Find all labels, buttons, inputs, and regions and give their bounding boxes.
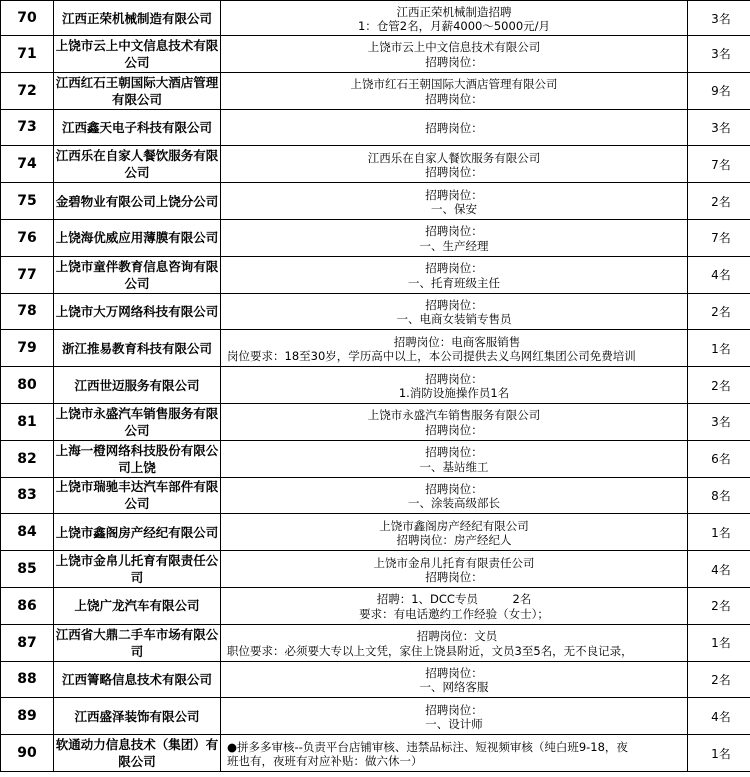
job-description [221, 36, 688, 73]
description-line: 一、生产经理 [419, 238, 489, 253]
headcount: 7名 [688, 219, 750, 256]
headcount: 1名 [688, 735, 750, 772]
table-row [1, 661, 750, 698]
company-name: 江西乐在自家人餐饮服务有限公司 [54, 146, 221, 183]
description-line: 招聘：1、DCC专员 2名 [376, 592, 532, 607]
job-description [221, 587, 688, 624]
headcount: 4名 [688, 256, 750, 293]
company-name: 软通动力信息技术（集团）有限公司 [54, 735, 221, 772]
job-description [221, 330, 688, 367]
row-number: 75 [1, 183, 54, 220]
job-description [221, 293, 688, 330]
description-line: 要求：有电话邀约工作经验（女士）； [359, 606, 549, 621]
description-line: 一、设计师 [425, 717, 483, 732]
company-name: 上饶海优威应用薄膜有限公司 [54, 219, 221, 256]
headcount: 2名 [688, 183, 750, 220]
company-name: 上海一橙网络科技股份有限公司上饶 [54, 440, 221, 477]
headcount: 6名 [688, 440, 750, 477]
company-name: 上饶市大万网络科技有限公司 [54, 293, 221, 330]
table-row [1, 367, 750, 404]
company-name: 上饶广龙汽车有限公司 [54, 587, 221, 624]
job-description [221, 256, 688, 293]
description-line: 职位要求：必须要大专以上文凭，家住上饶县附近，文员3至5名，无不良记录， [227, 643, 633, 658]
description-line: 招聘岗位： [425, 121, 483, 136]
table-row [1, 72, 750, 109]
job-description [221, 146, 688, 183]
job-description [221, 624, 688, 661]
description-line: 一、保安 [431, 202, 477, 217]
description-line: 招聘岗位： [425, 422, 483, 437]
description-line: 1.消防设施操作员1名 [398, 386, 510, 401]
headcount: 3名 [688, 1, 750, 36]
headcount: 4名 [688, 698, 750, 735]
job-description [221, 367, 688, 404]
description-line: 招聘岗位： [425, 91, 483, 106]
headcount: 2名 [688, 587, 750, 624]
description-line: 一、涂装高级部长 [408, 496, 500, 511]
description-line: 上饶市永盛汽车销售服务有限公司 [367, 408, 541, 423]
job-description [221, 514, 688, 551]
table-row [1, 183, 750, 220]
headcount: 2名 [688, 293, 750, 330]
row-number: 83 [1, 477, 54, 514]
table-row [1, 403, 750, 440]
description-line: 招聘岗位： [425, 481, 483, 496]
row-number: 80 [1, 367, 54, 404]
table-row [1, 293, 750, 330]
description-line: 招聘岗位：电商客服销售 [393, 334, 521, 349]
row-number: 89 [1, 698, 54, 735]
company-name: 上饶市童伴教育信息咨询有限公司 [54, 256, 221, 293]
job-description [221, 403, 688, 440]
description-line: 招聘岗位： [425, 165, 483, 180]
row-number: 82 [1, 440, 54, 477]
row-number: 77 [1, 256, 54, 293]
row-number: 90 [1, 735, 54, 772]
company-name: 江西盛泽装饰有限公司 [54, 698, 221, 735]
description-line: 江西正荣机械制造招聘 [396, 4, 512, 19]
company-name: 江西正荣机械制造有限公司 [54, 1, 221, 36]
description-line: 一、基站维工 [419, 459, 489, 474]
table-row [1, 219, 750, 256]
row-number: 74 [1, 146, 54, 183]
headcount: 3名 [688, 36, 750, 73]
description-line: ●拼多多审核--负责平台店铺审核、违禁品标注、短视频审核（纯白班9-18，夜 [227, 739, 628, 754]
headcount: 2名 [688, 367, 750, 404]
company-name: 江西省大鼎二手车市场有限公司 [54, 624, 221, 661]
job-description [221, 661, 688, 698]
company-name: 江西箐略信息技术有限公司 [54, 661, 221, 698]
description-line: 招聘岗位： [425, 54, 483, 69]
table-row [1, 698, 750, 735]
table-row [1, 514, 750, 551]
row-number: 79 [1, 330, 54, 367]
table-row [1, 36, 750, 73]
table-row [1, 587, 750, 624]
description-line: 招聘岗位： [425, 224, 483, 239]
table-row [1, 256, 750, 293]
row-number: 81 [1, 403, 54, 440]
description-line: 招聘岗位： [425, 261, 483, 276]
description-line: 江西乐在自家人餐饮服务有限公司 [367, 150, 541, 165]
description-line: 班也有，夜班有对应补贴：做六休一） [227, 754, 423, 769]
description-line: 招聘岗位： [425, 445, 483, 460]
headcount: 7名 [688, 146, 750, 183]
job-description [221, 109, 688, 146]
table-row [1, 1, 750, 36]
table-row [1, 109, 750, 146]
row-number: 71 [1, 36, 54, 73]
job-description [221, 440, 688, 477]
job-description [221, 551, 688, 588]
headcount: 2名 [688, 661, 750, 698]
job-description [221, 183, 688, 220]
description-line: 招聘岗位： [425, 297, 483, 312]
description-line: 上饶市鑫阁房产经纪有限公司 [379, 518, 529, 533]
description-line: 招聘岗位： [425, 371, 483, 386]
headcount: 8名 [688, 477, 750, 514]
job-description [221, 698, 688, 735]
description-line: 招聘岗位： [425, 570, 483, 585]
company-name: 上饶市鑫阁房产经纪有限公司 [54, 514, 221, 551]
company-name: 浙江推易教育科技有限公司 [54, 330, 221, 367]
company-name: 上饶市瑞驰丰达汽车部件有限公司 [54, 477, 221, 514]
description-line: 上饶市金帛儿托育有限责任公司 [373, 555, 535, 570]
headcount: 1名 [688, 330, 750, 367]
row-number: 88 [1, 661, 54, 698]
table-row [1, 440, 750, 477]
table-row [1, 735, 750, 772]
description-line: 招聘岗位：房产经纪人 [396, 533, 512, 548]
description-line: 上饶市红石王朝国际大酒店管理有限公司 [350, 77, 558, 92]
table-row [1, 330, 750, 367]
row-number: 72 [1, 72, 54, 109]
row-number: 87 [1, 624, 54, 661]
row-number: 85 [1, 551, 54, 588]
description-line: 招聘岗位： [425, 665, 483, 680]
job-description [221, 735, 688, 772]
table-row [1, 146, 750, 183]
job-description [221, 219, 688, 256]
table-row [1, 477, 750, 514]
row-number: 86 [1, 587, 54, 624]
row-number: 73 [1, 109, 54, 146]
company-name: 上饶市金帛儿托育有限责任公司 [54, 551, 221, 588]
description-line: 一、电商女装销专售员 [396, 312, 512, 327]
company-name: 江西鑫天电子科技有限公司 [54, 109, 221, 146]
row-number: 76 [1, 219, 54, 256]
company-name: 金碧物业有限公司上饶分公司 [54, 183, 221, 220]
description-line: 岗位要求：18至30岁，学历高中以上，本公司提供去义乌网红集团公司免费培训 [227, 349, 636, 364]
row-number: 84 [1, 514, 54, 551]
description-line: 上饶市云上中文信息技术有限公司 [367, 40, 541, 55]
headcount: 9名 [688, 72, 750, 109]
description-line: 招聘岗位： [425, 702, 483, 717]
description-line: 招聘岗位：文员 [416, 629, 498, 644]
description-line: 招聘岗位： [425, 187, 483, 202]
job-description [221, 1, 688, 36]
description-line: 一、托育班级主任 [408, 275, 500, 290]
row-number: 78 [1, 293, 54, 330]
table-row [1, 624, 750, 661]
company-name: 江西红石王朝国际大酒店管理有限公司 [54, 72, 221, 109]
headcount: 4名 [688, 551, 750, 588]
company-name: 上饶市永盛汽车销售服务有限公司 [54, 403, 221, 440]
company-name: 江西世迈服务有限公司 [54, 367, 221, 404]
description-line: 一、网络客服 [419, 680, 489, 695]
table-row [1, 551, 750, 588]
headcount: 3名 [688, 403, 750, 440]
row-number: 70 [1, 1, 54, 36]
headcount: 1名 [688, 624, 750, 661]
job-description [221, 477, 688, 514]
job-description [221, 72, 688, 109]
company-name: 上饶市云上中文信息技术有限公司 [54, 36, 221, 73]
headcount: 1名 [688, 514, 750, 551]
headcount: 3名 [688, 109, 750, 146]
description-line: 1：仓管2名，月薪4000～5000元/月 [357, 19, 551, 33]
